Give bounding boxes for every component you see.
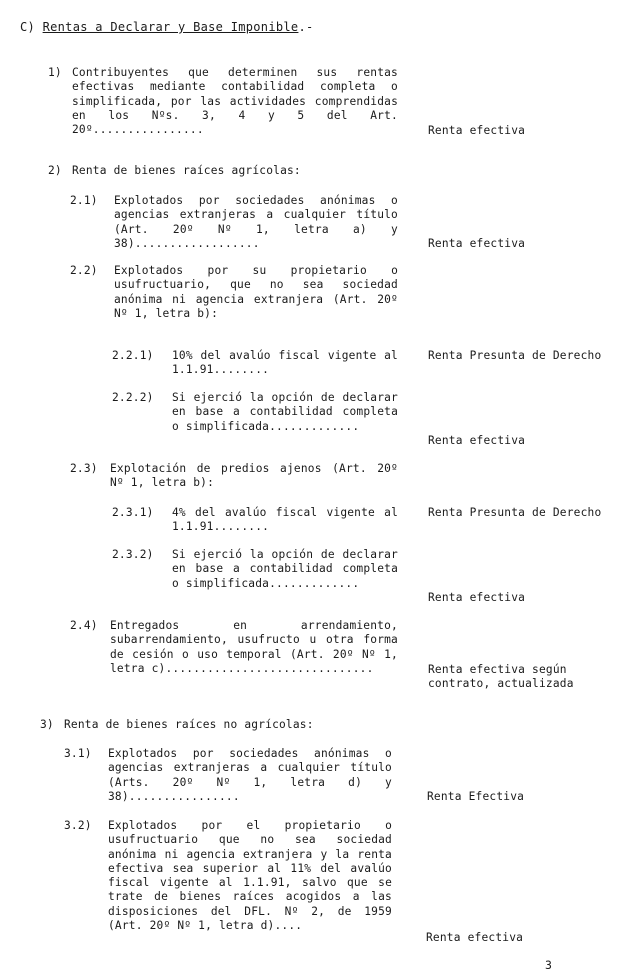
section-title: Rentas a Declarar y Base Imponible	[42, 20, 299, 34]
item-text: Renta de bienes raíces no agrícolas:	[64, 718, 314, 731]
item-2-3	[70, 462, 398, 491]
item-2	[48, 164, 402, 178]
item-2-2	[70, 264, 398, 321]
item-number: 1)	[48, 66, 62, 79]
item-number: 2)	[48, 164, 62, 177]
item-2-2-1	[112, 349, 398, 378]
item-number: 2.3.1)	[112, 506, 154, 519]
item-2-2-2	[112, 391, 398, 434]
item-2-2-2-result: Renta efectiva	[428, 434, 526, 447]
page-number: 3	[545, 958, 552, 972]
item-3	[40, 718, 394, 732]
item-2-2-1-result: Renta Presunta de Derecho	[428, 349, 602, 362]
item-text: 10% del avalúo fiscal vigente al 1.1.91........	[172, 349, 398, 377]
item-3-2-result: Renta efectiva	[426, 931, 524, 944]
item-number: 2.2)	[70, 264, 98, 277]
section-heading	[20, 20, 314, 34]
item-number: 2.3)	[70, 462, 98, 475]
item-number: 3.1)	[64, 747, 92, 760]
item-text: Entregados en arrendamiento, subarrendamiento, usufructo u otra forma de cesión o uso temporal (Art. 20º Nº 1, letra c)..............................	[110, 619, 398, 675]
item-1-result: Renta efectiva	[428, 124, 526, 137]
item-2-1	[70, 194, 398, 251]
item-number: 3.2)	[64, 819, 92, 832]
item-text: Explotados por sociedades anónimas o agencias extranjeras a cualquier título (Arts. 20º Nº 1, letra d) y 38)................	[108, 747, 392, 803]
item-text: Explotación de predios ajenos (Art. 20º Nº 1, letra b):	[110, 462, 398, 490]
item-2-3-1	[112, 506, 398, 535]
section-title-suffix: .-	[298, 20, 314, 34]
item-1	[48, 66, 398, 137]
item-3-1	[64, 747, 392, 804]
item-2-3-2	[112, 548, 398, 591]
item-text: Explotados por el propietario o usufructuario que no sea sociedad anónima ni agencia extranjera y la renta efectiva sea superior al 11% del avalúo fiscal vigente al 1.1.91, salvo que se trate de bienes raíces acogidos a las disposiciones del DFL. Nº 2, de 1959 (Art. 20º Nº 1, letra d)....	[108, 819, 392, 933]
item-2-3-2-result: Renta efectiva	[428, 591, 526, 604]
item-number: 2.2.2)	[112, 391, 154, 404]
item-number: 2.3.2)	[112, 548, 154, 561]
item-number: 2.2.1)	[112, 349, 154, 362]
item-2-4-result: Renta efectiva según contrato, actualizada	[428, 663, 574, 691]
item-2-4	[70, 619, 398, 676]
item-text: Si ejerció la opción de declarar en base a contabilidad completa o simplificada.............	[172, 391, 398, 433]
item-2-1-result: Renta efectiva	[428, 237, 526, 250]
item-number: 2.4)	[70, 619, 98, 632]
item-3-2	[64, 819, 392, 933]
item-text: Explotados por su propietario o usufructuario, que no sea sociedad anónima ni agencia extranjera (Art. 20º Nº 1, letra b):	[114, 264, 398, 320]
item-text: Contribuyentes que determinen sus rentas efectivas mediante contabilidad completa o simplificada, por las actividades comprendidas en los Nºs. 3, 4 y 5 del Art. 20º................	[72, 66, 398, 137]
item-text: Explotados por sociedades anónimas o agencias extranjeras a cualquier título (Art. 20º Nº 1, letra a) y 38)..................	[114, 194, 398, 250]
item-number: 3)	[40, 718, 54, 731]
item-text: 4% del avalúo fiscal vigente al 1.1.91........	[172, 506, 398, 534]
item-text: Renta de bienes raíces agrícolas:	[72, 164, 301, 177]
item-2-3-1-result: Renta Presunta de Derecho	[428, 506, 602, 519]
section-letter: C)	[20, 20, 36, 34]
item-number: 2.1)	[70, 194, 98, 207]
item-text: Si ejerció la opción de declarar en base a contabilidad completa o simplificada.............	[172, 548, 398, 590]
item-3-1-result: Renta Efectiva	[427, 790, 525, 803]
